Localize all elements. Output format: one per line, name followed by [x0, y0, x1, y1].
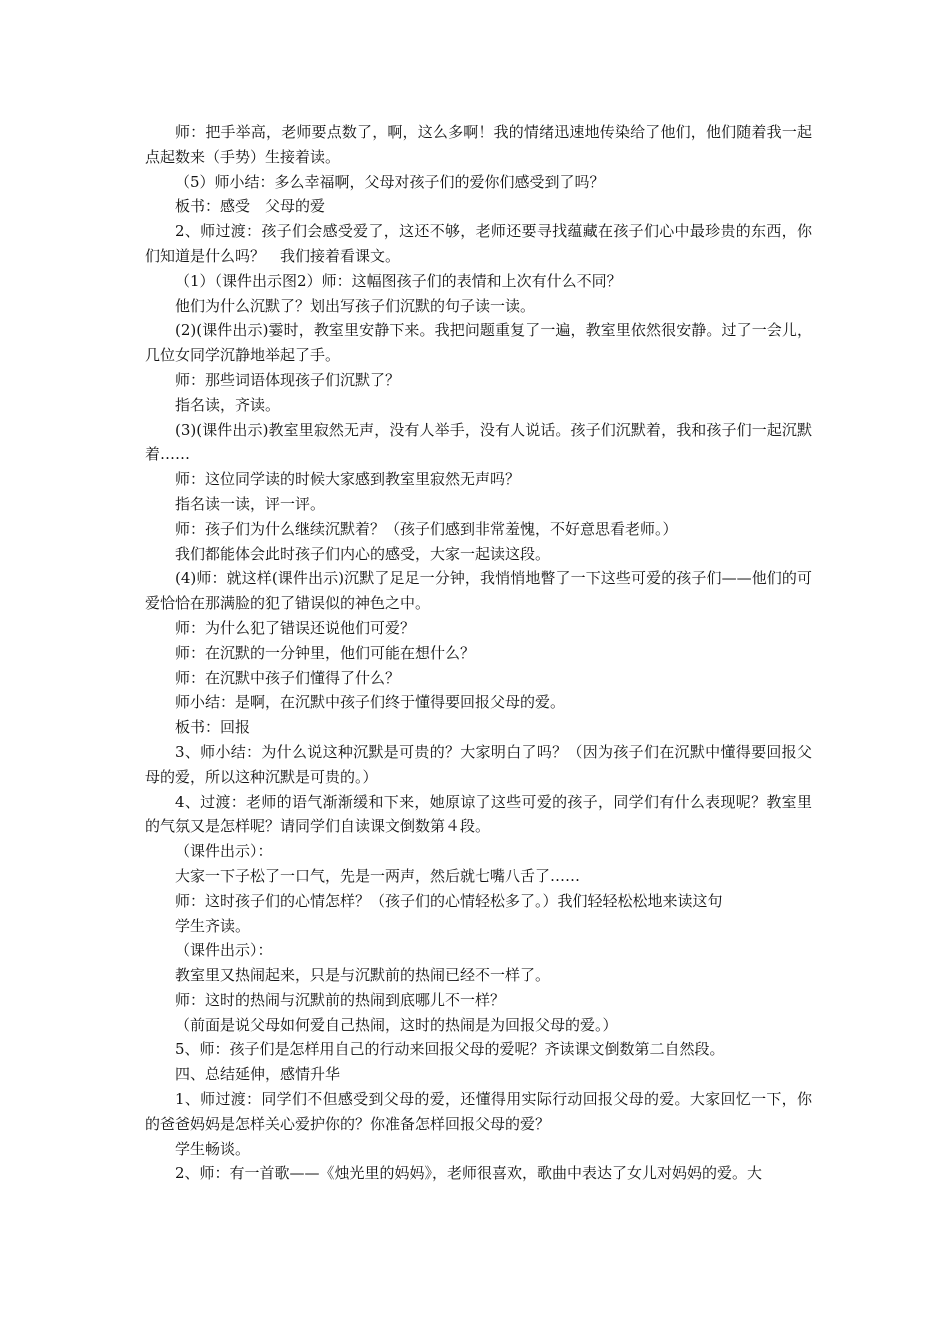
paragraph: （课件出示）：	[175, 941, 273, 960]
paragraph: 师：把手举高，老师要点数了，啊，这么多啊！我的情绪迅速地传染给了他们，他们随着我一起点起数来（手势）生接着读。	[145, 123, 812, 166]
paragraph: 板书：感受 父母的爱	[175, 197, 326, 216]
paragraph: （课件出示）：	[175, 842, 273, 861]
section-heading: 四、总结延伸，感情升华	[175, 1065, 341, 1084]
paragraph: 师小结：是啊，在沉默中孩子们终于懂得要回报父母的爱。	[175, 693, 566, 712]
paragraph: 师：这时的热闹与沉默前的热闹到底哪儿不一样？	[175, 990, 506, 1009]
paragraph: 2、师过渡：孩子们会感受爱了，这还不够，老师还要寻找蕴藏在孩子们心中最珍贵的东西，你们知道是什么吗？ 我们接着看课文。	[145, 222, 812, 265]
paragraph: 大家一下子松了一口气，先是一两声，然后就七嘴八舌了……	[175, 866, 581, 885]
paragraph: 4、过渡：老师的语气渐渐缓和下来，她原谅了这些可爱的孩子，同学们有什么表现呢？教室里的气氛又是怎样呢？请同学们自读课文倒数第４段。	[145, 792, 812, 836]
paragraph: 教室里又热闹起来，只是与沉默前的热闹已经不一样了。	[175, 966, 551, 985]
paragraph: 学生畅谈。	[175, 1139, 251, 1158]
paragraph: （1）（课件出示图2）师：这幅图孩子们的表情和上次有什么不同？	[175, 271, 622, 290]
paragraph: 师：这位同学读的时候大家感到教室里寂然无声吗？	[175, 470, 521, 489]
document-page	[145, 120, 812, 1186]
paragraph: 师：孩子们为什么继续沉默着？（孩子们感到非常羞愧，不好意思看老师。）	[175, 519, 678, 538]
paragraph: 师：这时孩子们的心情怎样？（孩子们的心情轻松多了。）我们轻轻松松地来读这句	[175, 891, 723, 910]
paragraph: 指名读，齐读。	[175, 395, 281, 414]
paragraph: 师：那些词语体现孩子们沉默了？	[175, 370, 401, 389]
paragraph: 他们为什么沉默了？划出写孩子们沉默的句子读一读。	[175, 296, 536, 315]
paragraph: (4)师：就这样(课件出示)沉默了足足一分钟，我悄悄地瞥了一下这些可爱的孩子们——他们的可爱恰恰在那满脸的犯了错误似的神色之中。	[145, 569, 812, 613]
paragraph: 3、师小结：为什么说这种沉默是可贵的？大家明白了吗？（因为孩子们在沉默中懂得要回报父母的爱，所以这种沉默是可贵的。）	[145, 742, 812, 786]
paragraph: 师：在沉默的一分钟里，他们可能在想什么？	[175, 643, 476, 662]
paragraph: 我们都能体会此时孩子们内心的感受，大家一起读这段。	[175, 544, 551, 563]
paragraph: 板书：回报	[175, 718, 251, 737]
paragraph: 2、师：有一首歌——《烛光里的妈妈》，老师很喜欢，歌曲中表达了女儿对妈妈的爱。大	[175, 1164, 763, 1183]
paragraph: 师：为什么犯了错误还说他们可爱？	[175, 618, 416, 637]
paragraph: 师：在沉默中孩子们懂得了什么？	[175, 668, 401, 687]
paragraph: 5、师：孩子们是怎样用自己的行动来回报父母的爱呢？齐读课文倒数第二自然段。	[175, 1040, 725, 1059]
paragraph: 指名读一读，评一评。	[175, 494, 326, 513]
paragraph: （5）师小结：多么幸福啊，父母对孩子们的爱你们感受到了吗？	[175, 172, 605, 191]
paragraph: 学生齐读。	[175, 916, 251, 935]
paragraph: 1、师过渡：同学们不但感受到父母的爱，还懂得用实际行动回报父母的爱。大家回忆一下，你的爸爸妈妈是怎样关心爱护你的？你准备怎样回报父母的爱？	[145, 1090, 812, 1133]
paragraph: （前面是说父母如何爱自己热闹，这时的热闹是为回报父母的爱。）	[175, 1015, 618, 1034]
paragraph: (3)(课件出示)教室里寂然无声，没有人举手，没有人说话。孩子们沉默着，我和孩子们一起沉默着……	[145, 420, 812, 464]
paragraph: (2)(课件出示)霎时，教室里安静下来。我把问题重复了一遍，教室里依然很安静。过了一会儿，几位女同学沉静地举起了手。	[145, 321, 812, 365]
